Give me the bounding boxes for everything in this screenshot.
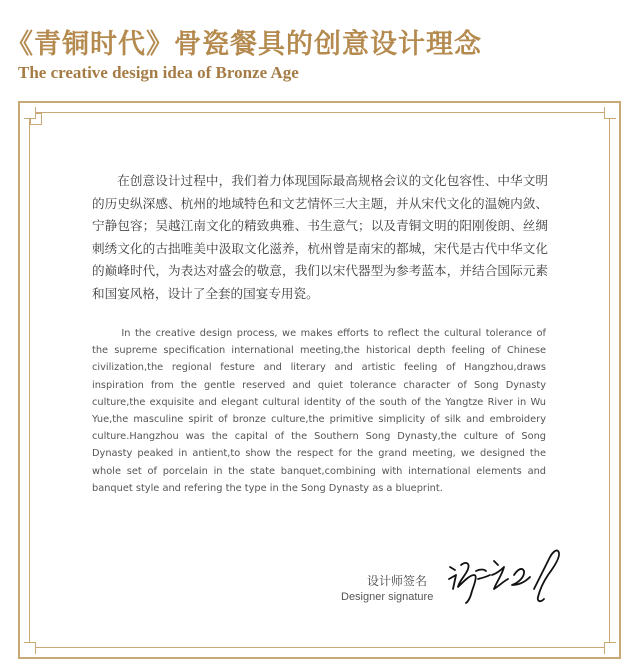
page-subtitle: The creative design idea of Bronze Age [18, 63, 299, 82]
english-paragraph: In the creative design process, we makes efforts to reflect the cultural tolerance of the supreme specification international meeting,the historical depth feeling of Chinese civilization,the regional festure and literary and artistic feeling of Hangzhou,draws inspiration from the gentle reserved and quiet tolerance character of Song Dynasty culture,the exquisite and elegant cultural identity of the south of the Yangtze River in Wu Yue,the masculine spirit of bronze culture,the primitive simplicity of silk and embroidery culture.Hangzhou was the capital of the Southern Song Dynasty,the culture of Song Dynasty peaked in antient,to show the respect for the grand meeting, we designed the whole set of porcelain in the state banquet,combining with international elements and banquet style and refering the type in the Song Dynasty as a blueprint. [92, 328, 546, 494]
chinese-paragraph: 在创意设计过程中，我们着力体现国际最高规格会议的文化包容性、中华文明的历史纵深感、杭州的地域特色和文艺情怀三大主题，并从宋代文化的温婉内敛、宁静包容；吴越江南文化的精致典雅、书生意气；以及青铜文明的阳刚俊朗、丝绸刺绣文化的古拙唯美中汲取文化滋养，杭州曾是南宋的都城，宋代是古代中华文化的巅峰时代，为表达对盛会的敬意，我们以宋代器型为参考蓝本，并结合国际元素和国宴风格，设计了全套的国宴专用瓷。 [92, 173, 548, 301]
frame-corner-top-left [24, 107, 36, 119]
signature-label-en: Designer signature [341, 591, 434, 603]
handwritten-signature-image [446, 545, 566, 607]
page-title: 《青铜时代》骨瓷餐具的创意设计理念 [6, 29, 482, 60]
frame-corner-top-right [604, 107, 616, 119]
frame-corner-bottom-right [604, 642, 616, 654]
frame-corner-bottom-left [24, 642, 36, 654]
signature-label-cn: 设计师签名 [367, 574, 428, 588]
